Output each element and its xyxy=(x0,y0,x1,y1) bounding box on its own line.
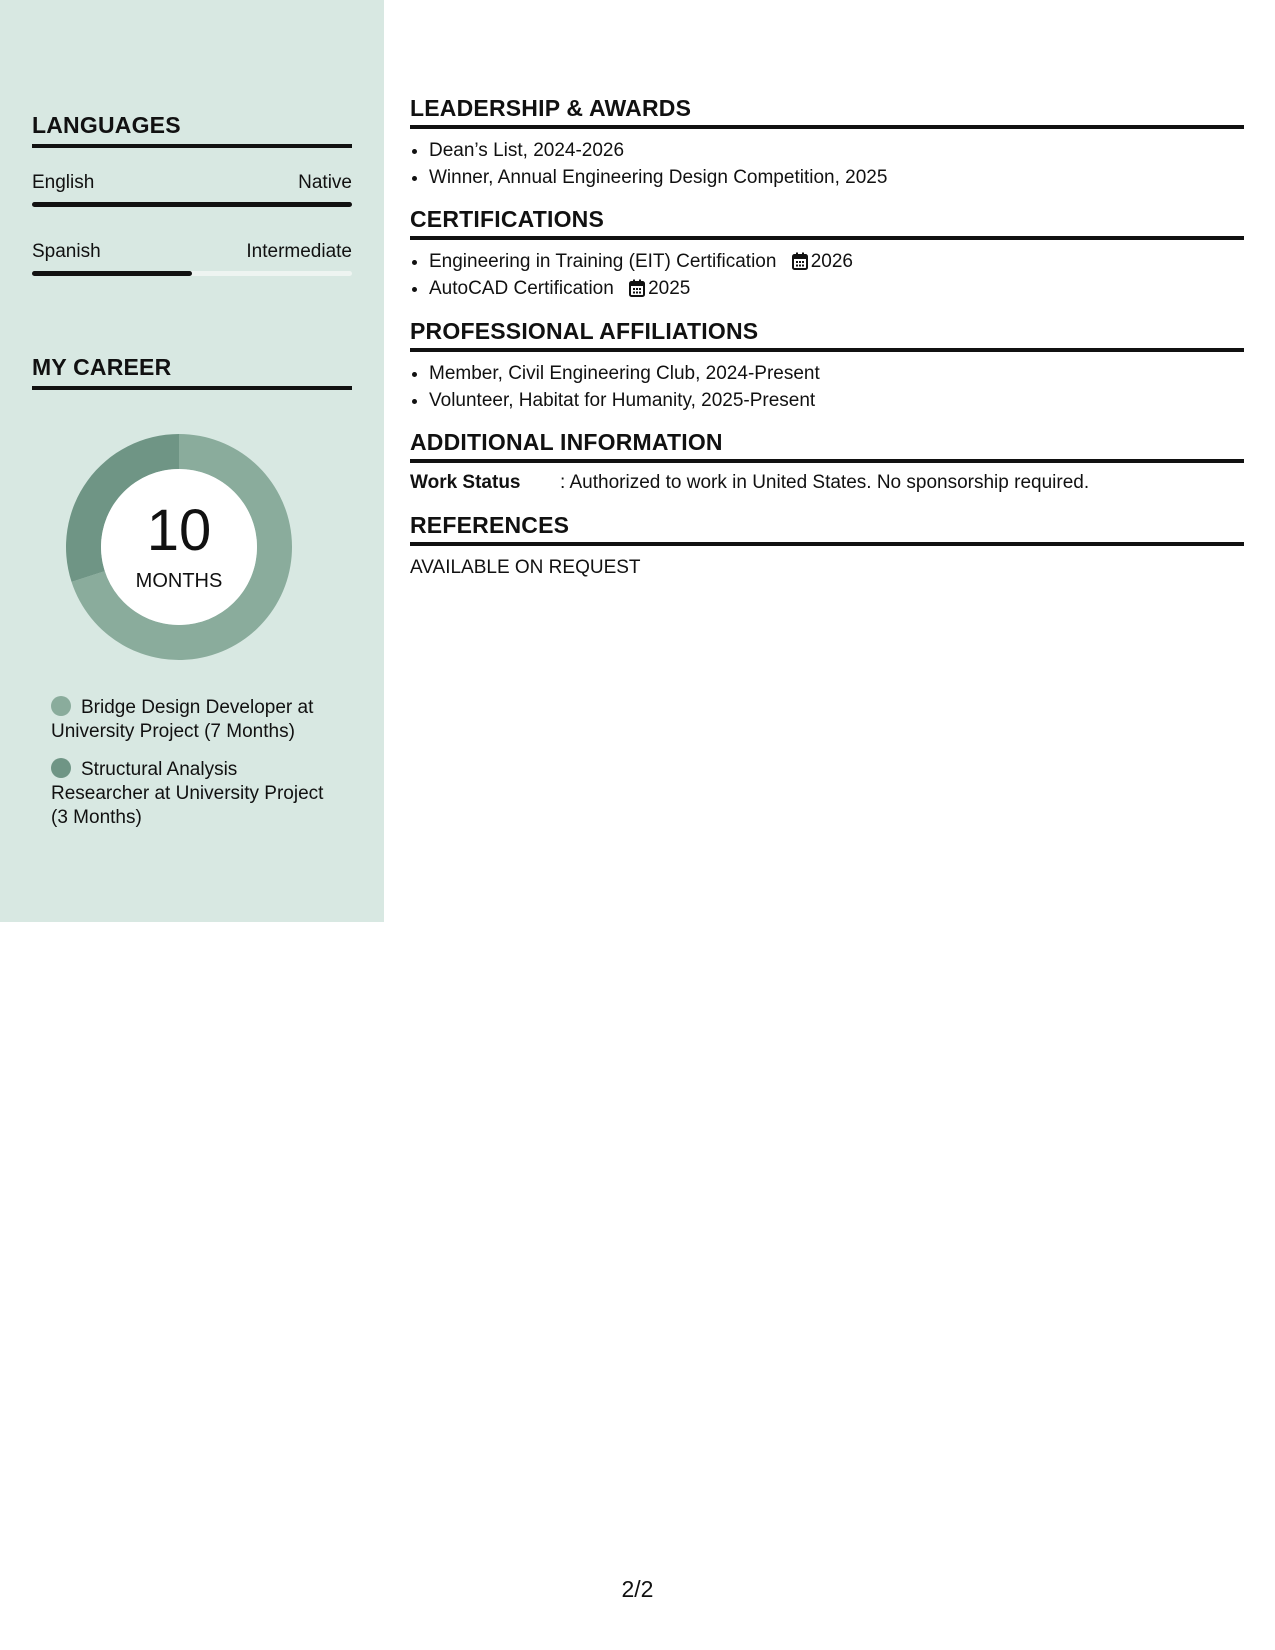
work-status-value: : Authorized to work in United States. No sponsorship required. xyxy=(560,472,1090,493)
list-item: • Volunteer, Habitat for Humanity, 2025-Present xyxy=(429,387,1244,414)
language-bar-fill xyxy=(32,271,192,276)
leadership-heading: LEADERSHIP & AWARDS xyxy=(410,95,1244,129)
references-section xyxy=(410,512,1244,579)
certification-name: AutoCAD Certification xyxy=(429,278,614,299)
certifications-section xyxy=(410,206,1244,302)
legend-dot-icon xyxy=(51,696,71,716)
additional-info-heading: ADDITIONAL INFORMATION xyxy=(410,429,1244,463)
language-bar-spanish xyxy=(32,271,352,276)
calendar-icon xyxy=(629,279,645,297)
affiliations-list xyxy=(410,360,1244,414)
language-name: Spanish xyxy=(32,241,101,262)
languages-heading: LANGUAGES xyxy=(32,112,352,148)
career-donut-chart xyxy=(66,434,292,660)
list-item: • Dean’s List, 2024-2026 xyxy=(429,137,1244,164)
list-item: • Member, Civil Engineering Club, 2024-Present xyxy=(429,360,1244,387)
leadership-section xyxy=(410,95,1244,191)
career-total-number: 10 xyxy=(146,498,212,563)
certification-year: 2025 xyxy=(648,278,691,299)
certifications-heading: CERTIFICATIONS xyxy=(410,206,1244,240)
career-total-unit: MONTHS xyxy=(135,570,223,592)
certification-name: Engineering in Training (EIT) Certification xyxy=(429,251,777,272)
language-level: Native xyxy=(298,172,352,193)
sidebar xyxy=(0,0,384,922)
career-legend-item xyxy=(51,758,331,830)
affiliations-section xyxy=(410,318,1244,414)
career-legend-item xyxy=(51,696,331,744)
language-bar-english xyxy=(32,202,352,207)
additional-info-section xyxy=(410,429,1244,496)
list-item xyxy=(429,275,1244,302)
legend-dot-icon xyxy=(51,758,71,778)
list-item: • Winner, Annual Engineering Design Competition, 2025 xyxy=(429,164,1244,191)
list-item xyxy=(429,248,1244,275)
leadership-list xyxy=(410,137,1244,191)
certification-year: 2026 xyxy=(810,251,853,272)
references-text: AVAILABLE ON REQUEST xyxy=(410,557,641,578)
certifications-list xyxy=(410,248,1244,302)
career-legend-label: Structural Analysis Researcher at University Project (3 Months) xyxy=(51,759,324,828)
language-level: Intermediate xyxy=(246,241,352,262)
career-heading: MY CAREER xyxy=(32,354,352,390)
references-heading: REFERENCES xyxy=(410,512,1244,546)
affiliations-heading: PROFESSIONAL AFFILIATIONS xyxy=(410,318,1244,352)
work-status-label: Work Status xyxy=(410,472,521,493)
calendar-icon xyxy=(792,252,808,270)
career-legend-label: Bridge Design Developer at University Project (7 Months) xyxy=(51,697,314,742)
language-name: English xyxy=(32,172,95,193)
language-bar-fill xyxy=(32,202,352,207)
work-status-row xyxy=(410,472,1244,496)
page-number: 2/2 xyxy=(621,1576,654,1602)
